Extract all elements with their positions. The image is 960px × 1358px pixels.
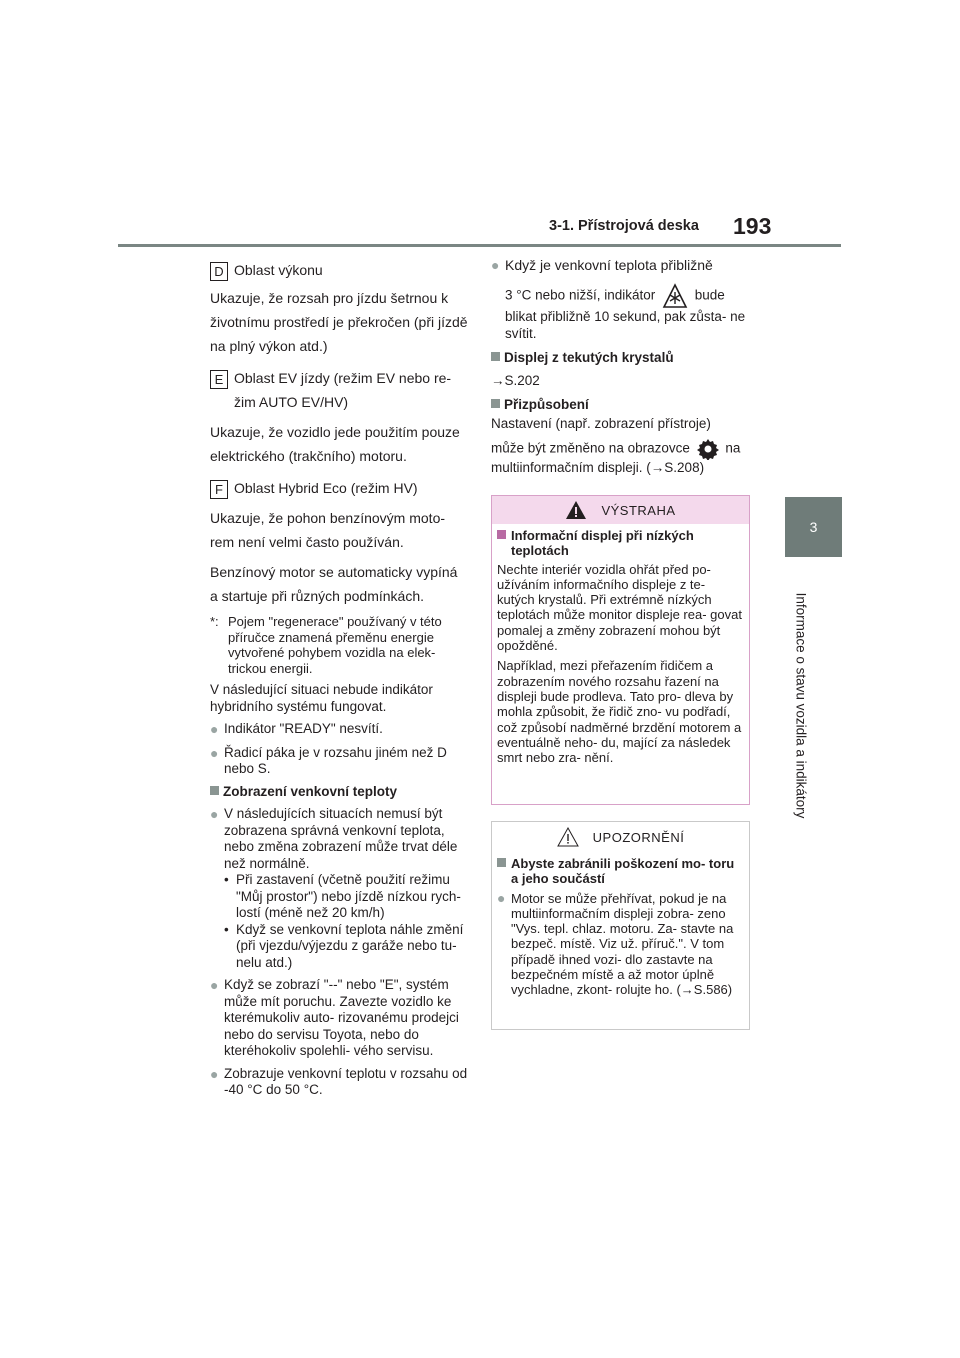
temp-bullet-1: V následujících situacích nemusí být zobrazena správná venkovní teplota, nebo změna zobrazení může trvat déle než normálně. — [224, 806, 458, 871]
sub-item: • Při zastavení (včetně použití režimu "Můj prostor") nebo jízdě nízkou rych- lostí (méně než 20 km/h) — [210, 872, 468, 922]
list-item — [210, 745, 468, 778]
ice-line-b: 3 °C nebo nižší, indikátor — [505, 287, 656, 303]
section-title: 3-1. Přístrojová deska — [549, 218, 699, 234]
temp-sub-2: Když se venkovní teplota náhle změní (při vjezdu/výjezdu z garáže nebo tu- nelu atd.) — [236, 921, 464, 970]
notice-p1: Motor se může přehřívat, pokud je na multiinformačním displeji zobra- zeno "Vys. tepl. chlaz. motoru. Za- stavte na bezpeč. místě. Viz už. příruč.". V tom případě ihned vozi- dlo zastavte na bezpečném místě a až motor úplně vychladne, zkont- rolujte ho. (→S.586) — [511, 890, 734, 998]
ready-bullet-1: Indikátor "READY" nesvítí. — [224, 721, 383, 736]
chapter-vertical-title: Informace o stavu vozidla a indikátory — [793, 592, 809, 819]
list-item — [210, 977, 468, 1060]
f-text2: Benzínový motor se automaticky vypíná a startuje při různých podmínkách. — [210, 564, 458, 604]
ice-line-a: Když je venkovní teplota přibližně — [505, 257, 713, 273]
e-text: Ukazuje, že vozidlo jede použitím pouze elektrického (trakčního) motoru. — [210, 424, 460, 464]
warning-box — [491, 495, 750, 805]
notice-heading: Abyste zabránili poškození mo- toru a jeho součástí — [511, 856, 735, 887]
footnote-text: Pojem "regenerace" používaný v této příručce znamená přeměnu energie vytvořené pohybem vozidla na elek- trickou energii. — [228, 614, 442, 676]
header-rule — [118, 244, 841, 247]
footnote-mark: *: — [210, 614, 219, 629]
page-number: 193 — [733, 213, 772, 239]
temp-sub-1: Při zastavení (včetně použití režimu "Můj prostor") nebo jízdě nízkou rych- lostí (méně než 20 km/h) — [236, 872, 461, 920]
ready-bullet-2: Řadicí páka je v rozsahu jiném než D nebo S. — [224, 744, 447, 776]
lcd-ref[interactable]: →S.202 — [491, 372, 540, 388]
d-title: Oblast výkonu — [234, 262, 323, 278]
list-item — [491, 253, 750, 277]
label-d: D — [210, 262, 228, 281]
chapter-tab: 3 — [785, 497, 842, 557]
footnote — [210, 614, 468, 676]
heading-square-icon — [491, 399, 500, 408]
heading-square-icon — [497, 858, 506, 867]
bullet-dot-icon: ● — [491, 257, 500, 273]
custom-line-2a: může být změněno na obrazovce — [491, 440, 690, 456]
bullet-dot-icon: ● — [210, 744, 219, 761]
ice-line-c: bude — [694, 287, 725, 303]
heading-square-icon — [491, 352, 500, 361]
ice-warning-icon — [662, 283, 688, 309]
warning-p1: Nechte interiér vozidla ohřát před po- užíváním informačního displeje z te- kutých krystalů. Při extrémně nízkých teplotách může monitor displeje rea- govat pomalej a změny zobrazení mohou být opožděné. — [497, 561, 742, 654]
right-column — [491, 253, 750, 477]
left-column — [210, 258, 468, 1099]
chapter-vertical-title-wrap — [785, 567, 825, 829]
list-item — [210, 721, 468, 739]
d-text: Ukazuje, že rozsah pro jízdu šetrnou k životnímu prostředí je překročen (při jízdě na plný výkon atd.) — [210, 290, 468, 354]
custom-line-1: Nastavení (např. zobrazení přístroje) — [491, 415, 711, 431]
label-e: E — [210, 370, 228, 389]
list-item — [210, 1066, 468, 1099]
ice-line-d: blikat přibližně 10 sekund, pak zůsta- ne svítit. — [505, 309, 746, 341]
warning-triangle-icon — [565, 500, 587, 520]
custom-line-3: multiinformačním displeji. (→S.208) — [491, 460, 705, 475]
warning-p2: Například, mezi přeřazením řidičem a zobrazením nového rozsahu řazení na displeji bude prodleva. Tato pro- dleva by mohla způsobit, že řidič zno- vu podřadí, což způsobí nadměrné brzdění motorem a eventuálně neho- du, mající za následek smrt nebo zra- nění. — [497, 658, 742, 766]
bullet-dot-icon: ● — [210, 1065, 219, 1082]
notice-title: UPOZORNĚNÍ — [592, 829, 685, 845]
heading-square-icon — [210, 786, 219, 795]
warning-heading: Informační displej při nízkých teplotách — [511, 528, 694, 559]
notice-header — [492, 822, 749, 852]
temp-bullet-3: Zobrazuje venkovní teplotu v rozsahu od -40 °C do 50 °C. — [224, 1065, 468, 1097]
bullet-dot-icon: ● — [210, 977, 219, 993]
temp-heading: Zobrazení venkovní teploty — [223, 783, 398, 799]
f-title: Oblast Hybrid Eco (režim HV) — [234, 480, 418, 496]
bullet-dot-icon: ● — [497, 889, 506, 906]
label-f: F — [210, 480, 228, 499]
warning-title: VÝSTRAHA — [601, 502, 676, 518]
list-item — [210, 806, 468, 872]
lcd-heading: Displej z tekutých krystalů — [504, 350, 674, 365]
f-text: Ukazuje, že pohon benzínovým moto- rem není velmi často používán. — [210, 510, 446, 550]
e-title-2: žim AUTO EV/HV) — [234, 394, 349, 410]
caution-triangle-icon — [557, 827, 579, 847]
custom-line-2b: na — [725, 440, 741, 456]
warning-header — [492, 496, 749, 524]
temp-bullet-2: Když se zobrazí "--" nebo "E", systém může mít poruchu. Zavezte vozidlo ke kterémukoliv auto- rizovanému prodejci nebo do servisu Toyota, nebo do kteréhokoliv spolehli- vého servisu. — [224, 977, 459, 1058]
ready-intro: V následující situaci nebude indikátor hybridního systému fungovat. — [210, 682, 433, 714]
sub-item: • Když se venkovní teplota náhle změní (při vjezdu/výjezdu z garáže nebo tu- nelu atd.) — [210, 922, 468, 972]
bullet-dot-icon: ● — [210, 806, 219, 822]
notice-box — [491, 821, 750, 1030]
heading-square-icon — [497, 530, 506, 539]
bullet-dot-icon: ● — [210, 721, 219, 737]
custom-heading: Přizpůsobení — [504, 397, 589, 412]
e-title-1: Oblast EV jízdy (režim EV nebo re- — [234, 370, 452, 386]
gear-settings-icon — [697, 438, 719, 460]
